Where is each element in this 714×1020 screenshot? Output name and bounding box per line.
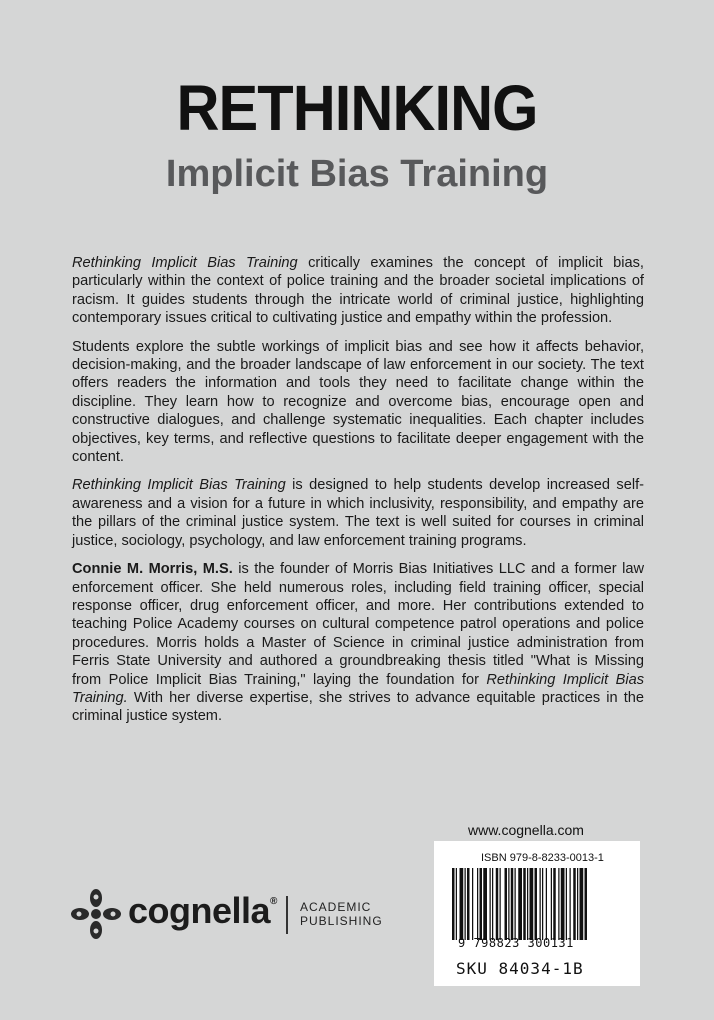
tagline-line-1: ACADEMIC [300,900,372,914]
barcode-bar [515,868,516,940]
author-bio-end: With her diverse expertise, she strives to advance equitable practices in the criminal justice system. [72,689,644,725]
barcode-bar [527,868,528,940]
barcode-bar [467,868,470,940]
barcode-bar [570,868,571,940]
paragraph-text: is designed to help students develop increased self-awareness and a vision for a future in which inclusivity, responsibility, and empathy are the pillars of the criminal justice system. The text is well suited for courses in criminal justice, sociology, psychology, and law enforcement training programs. [72,477,644,549]
barcode-bar [460,868,464,940]
paragraph-text: critically examines the concept of implicit bias, particularly within the context of police training and the broader societal implications of racism. It guides students through the intricate world of criminal justice, highlighting contemporary issues critical to cultivating justice and empathy within the profession. [72,255,644,327]
barcode-bar [456,868,457,940]
description-paragraph-3 [72,476,644,550]
barcode-bar [540,868,541,940]
barcode-bar [452,868,455,940]
barcode-icon [452,868,622,940]
publisher-website[interactable]: www.cognella.com [468,822,584,838]
barcode-bar [577,868,578,940]
logo-tagline [300,900,383,928]
barcode-bar [511,868,514,940]
barcode-bar [580,868,584,940]
book-title: RETHINKING [176,72,538,144]
logo-word-text: cognella [128,890,271,931]
author-name: Connie M. Morris, M.S. [72,561,233,578]
author-bio-text: is the founder of Morris Bias Initiatives LLC and a former law enforcement officer. She held numerous roles, including field training officer, special response officer, drug enforcement officer, and more. Her contributions extended to teaching Police Academy courses on cultural competence patrol operations and police procedures. Morris holds a Master of Science in criminal justice administration from Ferris State University and authored a groundbreaking thesis titled "What is Missing from Police Implicit Bias Training," laying the foundation for [72,561,645,688]
barcode-bar [500,868,501,940]
barcode-bar [585,868,588,940]
barcode-digits: 9 798823 300131 [458,936,574,950]
barcode-bar [530,868,534,940]
barcode-bar [535,868,538,940]
barcode-bar [542,868,543,940]
barcode-bar [558,868,559,940]
book-title-italic: Rethinking Implicit Bias Training [72,255,298,271]
barcode-bar [561,868,565,940]
book-subtitle: Implicit Bias Training [165,153,549,195]
barcode-bar [496,868,499,940]
barcode-bar [523,868,526,940]
description-paragraph-2: Students explore the subtle workings of implicit bias and see how it affects behavior, decision-making, and the broader landscape of law enforcement in our society. The text offers readers the information and tools they need to facilitate change within the discipline. They learn how to recognize and overcome bias, encourage open and constructive dialogues, and challenge systematic inequalities. Each chapter includes objectives, key terms, and reflective questions to facilitate deeper engagement with the content. [72,338,644,466]
tagline-line-2: PUBLISHING [300,914,383,928]
barcode-bar [553,868,556,940]
description-paragraph-1 [72,254,644,328]
book-title-italic: Rethinking Implicit Bias Training [72,477,286,494]
book-title-italic: Rethinking Implicit Bias Training. [72,671,644,706]
back-cover-description [72,254,644,736]
barcode-bar [508,868,509,940]
barcode-bar [492,868,493,940]
logo-wordmark [128,890,277,932]
barcode-bar [465,868,466,940]
barcode-bar [505,868,508,940]
barcode-bar [546,868,547,940]
barcode-bar [483,868,487,940]
barcode-bar [477,868,478,940]
registered-mark: ® [270,896,277,907]
barcode-panel [434,841,640,986]
barcode-bar [490,868,491,940]
barcode-bar [573,868,576,940]
logo-divider [286,896,288,934]
sku-label: SKU 84034-1B [456,959,584,978]
isbn-label: ISBN 979-8-8233-0013-1 [481,852,604,864]
barcode-bar [480,868,483,940]
barcode-bar [551,868,552,940]
barcode-bar [472,868,473,940]
author-bio [72,560,644,726]
cognella-mark-icon [70,888,122,940]
barcode-bar [566,868,567,940]
barcode-bar [518,868,522,940]
